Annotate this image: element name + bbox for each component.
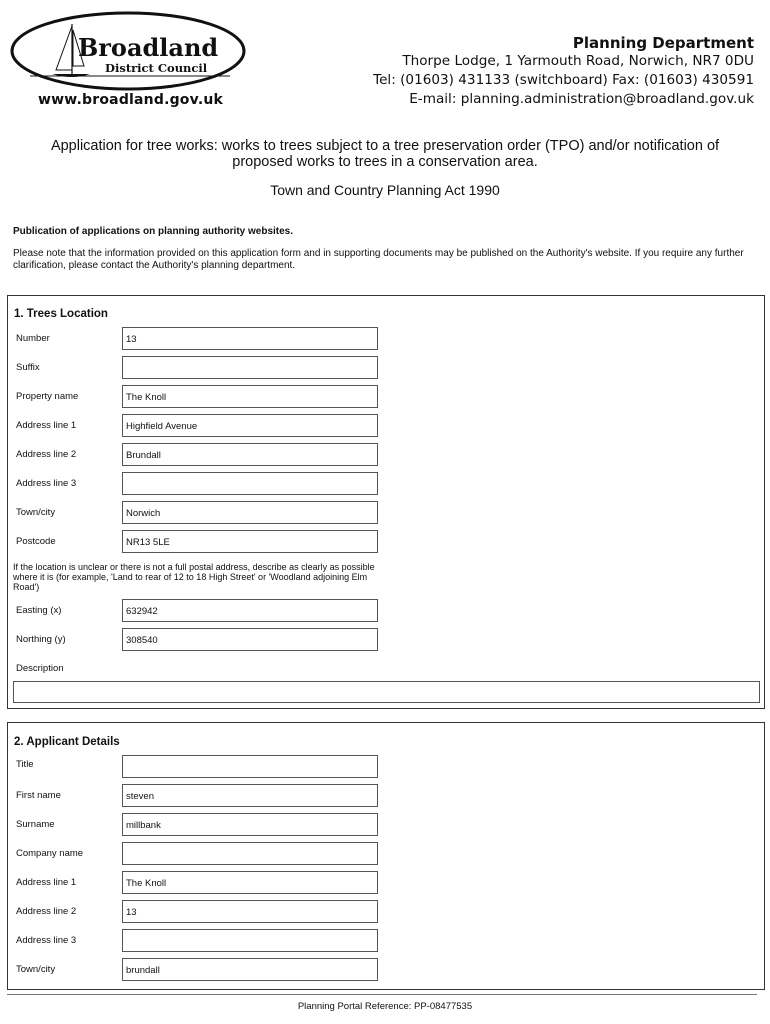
section-title: 1. Trees Location (14, 308, 108, 320)
address-line-2-input[interactable]: Brundall (122, 443, 378, 466)
town-city-input[interactable]: Norwich (122, 501, 378, 524)
surname-input[interactable]: millbank (122, 813, 378, 836)
number-input[interactable]: 13 (122, 327, 378, 350)
broadland-logo (10, 10, 250, 92)
description-input[interactable] (13, 681, 760, 703)
field-label: Company name (16, 848, 84, 859)
field-label: Title (16, 759, 34, 770)
department-email: E-mail: planning.administration@broadland.gov.uk (409, 91, 754, 107)
field-label: Property name (16, 391, 79, 402)
website-url[interactable]: www.broadland.gov.uk (38, 92, 224, 108)
footer-divider (7, 994, 757, 995)
field-suffix (8, 356, 388, 381)
postcode-input[interactable]: NR13 5LE (122, 530, 378, 553)
applicant-address-line-2-input[interactable]: 13 (122, 900, 378, 923)
field-label: Address line 3 (16, 478, 77, 489)
field-description (8, 657, 388, 682)
field-label: Address line 2 (16, 449, 77, 460)
applicant-town-city-input[interactable]: brundall (122, 958, 378, 981)
field-label: Address line 2 (16, 906, 77, 917)
department-contact (373, 34, 754, 109)
property-name-input[interactable]: The Knoll (122, 385, 378, 408)
section-applicant-details (7, 722, 765, 990)
field-postcode (8, 530, 388, 555)
field-label: Suffix (16, 362, 40, 373)
form-title: Application for tree works: works to trees subject to a tree preservation order (TPO) and/or notification of proposed works to trees in a conservation area. (50, 138, 720, 170)
field-label: Address line 3 (16, 935, 77, 946)
field-first-name (8, 784, 388, 809)
field-address-line-3 (8, 929, 388, 954)
field-address-line-2 (8, 900, 388, 925)
field-address-line-3 (8, 472, 388, 497)
field-property-name (8, 385, 388, 410)
field-town-city (8, 501, 388, 526)
field-surname (8, 813, 388, 838)
field-label: Town/city (16, 507, 56, 518)
portal-reference: Planning Portal Reference: PP-08477535 (297, 1001, 473, 1012)
title-input[interactable] (122, 755, 378, 778)
northing-input[interactable]: 308540 (122, 628, 378, 651)
field-label: Address line 1 (16, 877, 77, 888)
field-northing (8, 628, 388, 653)
company-name-input[interactable] (122, 842, 378, 865)
field-label: Town/city (16, 964, 56, 975)
field-label: Description (16, 663, 64, 674)
department-phone: Tel: (01603) 431133 (switchboard) Fax: (01603) 430591 (373, 72, 754, 88)
first-name-input[interactable]: steven (122, 784, 378, 807)
logo-subtitle: District Council (105, 61, 208, 75)
logo-name: Broadland (78, 33, 219, 62)
field-label: Number (16, 333, 50, 344)
field-label: Northing (y) (16, 634, 66, 645)
field-label: First name (16, 790, 61, 801)
location-helper-text: If the location is unclear or there is not a full postal address, describe as clearly as possible where it is (for example, 'Land to rear of 12 to 18 High Street' or 'Woodland adjoining Elm Road') (13, 562, 375, 592)
field-address-line-1 (8, 871, 388, 896)
form-act: Town and Country Planning Act 1990 (270, 182, 500, 198)
field-town-city (8, 958, 388, 983)
department-address: Thorpe Lodge, 1 Yarmouth Road, Norwich, NR7 0DU (402, 53, 754, 69)
publication-heading: Publication of applications on planning authority websites. (13, 226, 294, 237)
field-label: Surname (16, 819, 55, 830)
applicant-address-line-1-input[interactable]: The Knoll (122, 871, 378, 894)
easting-input[interactable]: 632942 (122, 599, 378, 622)
section-trees-location (7, 295, 765, 709)
address-line-1-input[interactable]: Highfield Avenue (122, 414, 378, 437)
department-title: Planning Department (572, 34, 754, 52)
field-label: Postcode (16, 536, 56, 547)
publication-note: Please note that the information provided on this application form and in supporting documents may be published on the Authority's website. If you require any further clarification, please contact the Authority's planning department. (13, 248, 744, 271)
section-title: 2. Applicant Details (14, 736, 120, 748)
field-address-line-1 (8, 414, 388, 439)
applicant-address-line-3-input[interactable] (122, 929, 378, 952)
field-number (8, 327, 388, 352)
suffix-input[interactable] (122, 356, 378, 379)
field-easting (8, 599, 388, 624)
field-company-name (8, 842, 388, 867)
field-title (8, 755, 388, 780)
field-label: Easting (x) (16, 605, 62, 616)
field-address-line-2 (8, 443, 388, 468)
address-line-3-input[interactable] (122, 472, 378, 495)
field-label: Address line 1 (16, 420, 77, 431)
